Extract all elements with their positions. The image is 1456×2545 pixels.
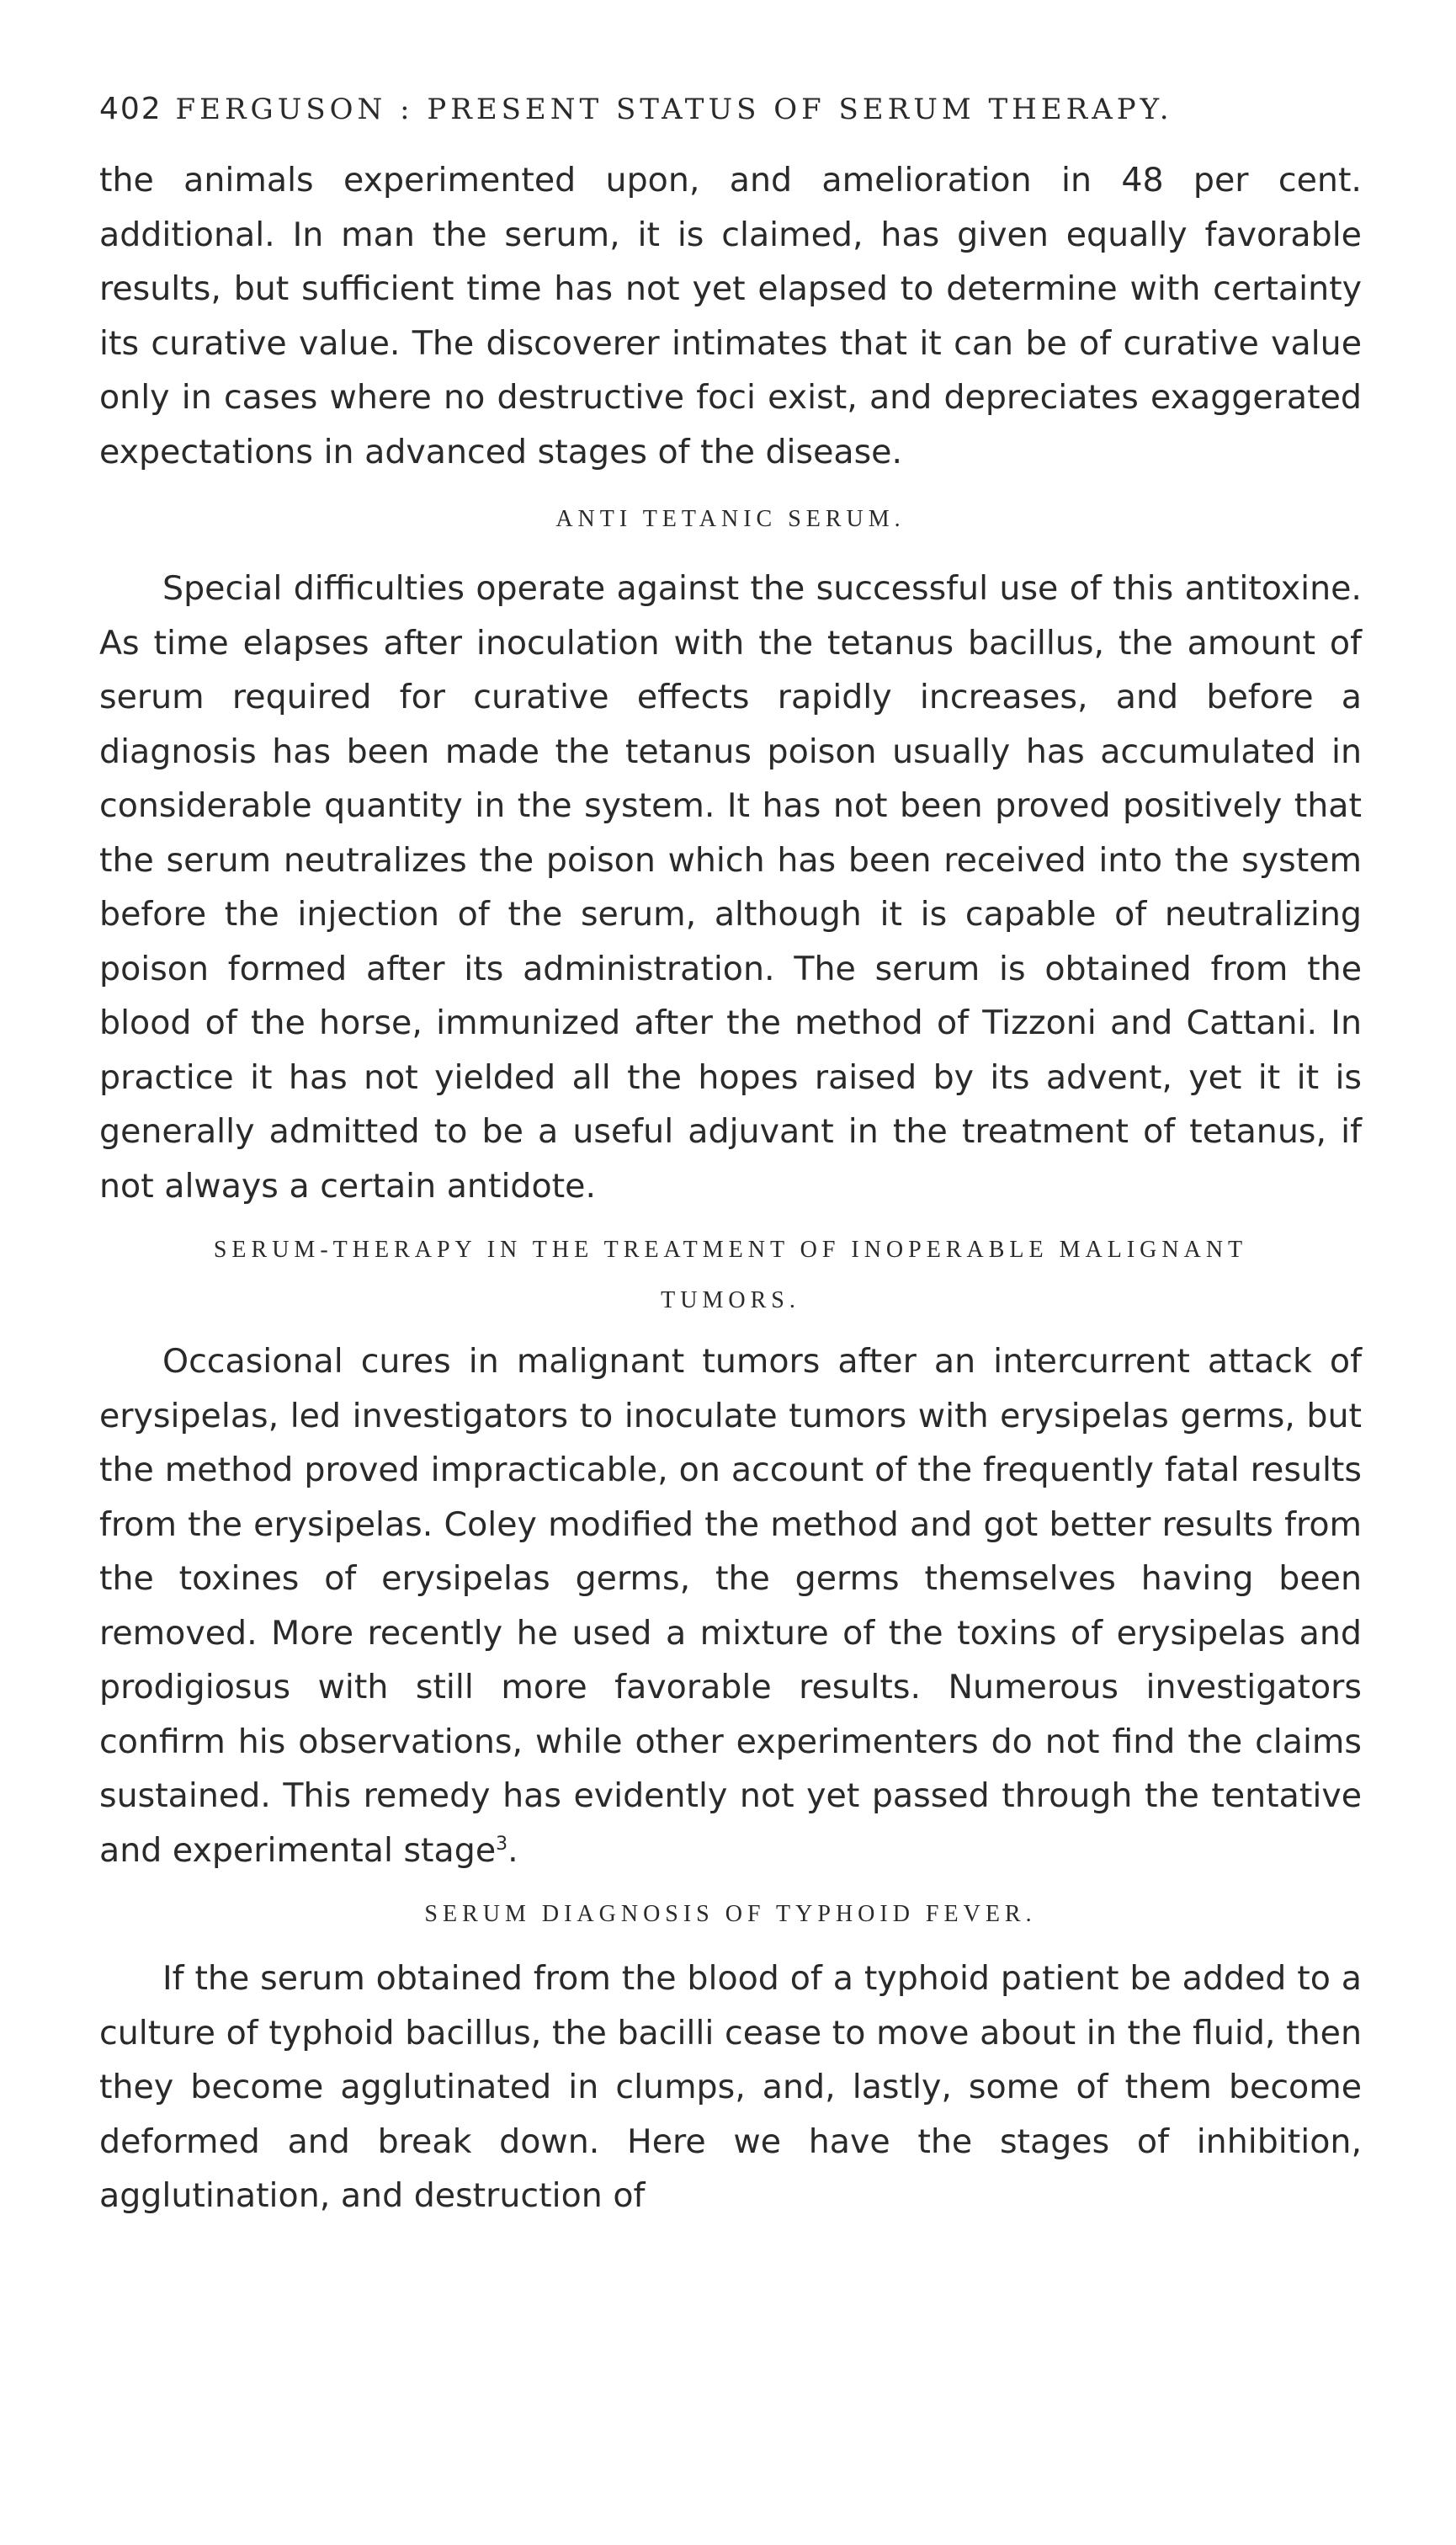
heading-antitetanic-serum: ANTI TETANIC SERUM.	[555, 506, 906, 532]
paragraph-malignant-tumors-end: .	[507, 1830, 518, 1870]
running-header	[99, 84, 1362, 135]
page-number: 402	[99, 92, 162, 126]
paragraph-continuation: the animals experimented upon, and amelioration in 48 per cent. additional. In man the serum, it is claimed, has given equally favorable results, but sufficient time has not yet elapsed to determine with certainty its curative value. The discoverer intimates that it can be of curative value only in cases where no destructive foci exist, and depreciates exaggerated expectations in advanced stages of the disease.	[99, 161, 1362, 471]
heading-malignant-tumors	[99, 1213, 1362, 1334]
paragraph-antitetanic: Special difficulties operate against the successful use of this antitoxine. As time elapses after inoculation with the tetanus bacillus, the amount of serum required for curative effects rapidly increases, and before a diagnosis has been made the tetanus poison usually has accumulated in considerable quantity in the system. It has not been proved positively that the serum neutralizes the poison which has been received into the system before the injection of the serum, although it is capable of neutralizing poison formed after its administration. The serum is obtained from the blood of the horse, immunized after the method of Tizzoni and Cattani. In practice it has not yielded all the hopes raised by its advent, yet it it is generally admitted to be a useful adjuvant in the treatment of tetanus, if not always a certain antidote.	[99, 569, 1362, 1206]
running-title: FERGUSON : PRESENT STATUS OF SERUM THERAPY.	[175, 93, 1173, 126]
paragraph-malignant-tumors-text: Occasional cures in malignant tumors after an intercurrent attack of erysipelas, led investigators to inoculate tumors with erysipelas germs, but the method proved impracticable, on account of the frequently fatal results from the erysipelas. Coley modified the method and got better results from the toxines of erysipelas germs, the germs themselves having been removed. More recently he used a mixture of the toxins of erysipelas and prodigiosus with still more favorable results. Numerous investigators confirm his observations, while other experimenters do not find the claims sustained. This remedy has evidently not yet passed through the tentative and experimental stage	[99, 1342, 1362, 1870]
heading-typhoid-diagnosis: SERUM DIAGNOSIS OF TYPHOID FEVER.	[424, 1901, 1037, 1927]
paragraph-typhoid: If the serum obtained from the blood of a typhoid patient be added to a culture of typhoid bacillus, the bacilli cease to move about in the fluid, then they become agglutinated in clumps, and, lastly, some of them become deformed and break down. Here we have the stages of inhibition, agglutination, and destruction of	[99, 1959, 1362, 2215]
book-page	[99, 84, 1362, 2223]
heading-malignant-tumors-line1: SERUM-THERAPY IN THE TREATMENT OF INOPERABLE MALIGNANT	[213, 1237, 1248, 1263]
paragraph-malignant-tumors	[99, 1334, 1362, 1877]
footnote-marker: 3	[496, 1833, 508, 1855]
heading-malignant-tumors-line2: TUMORS.	[661, 1287, 800, 1313]
